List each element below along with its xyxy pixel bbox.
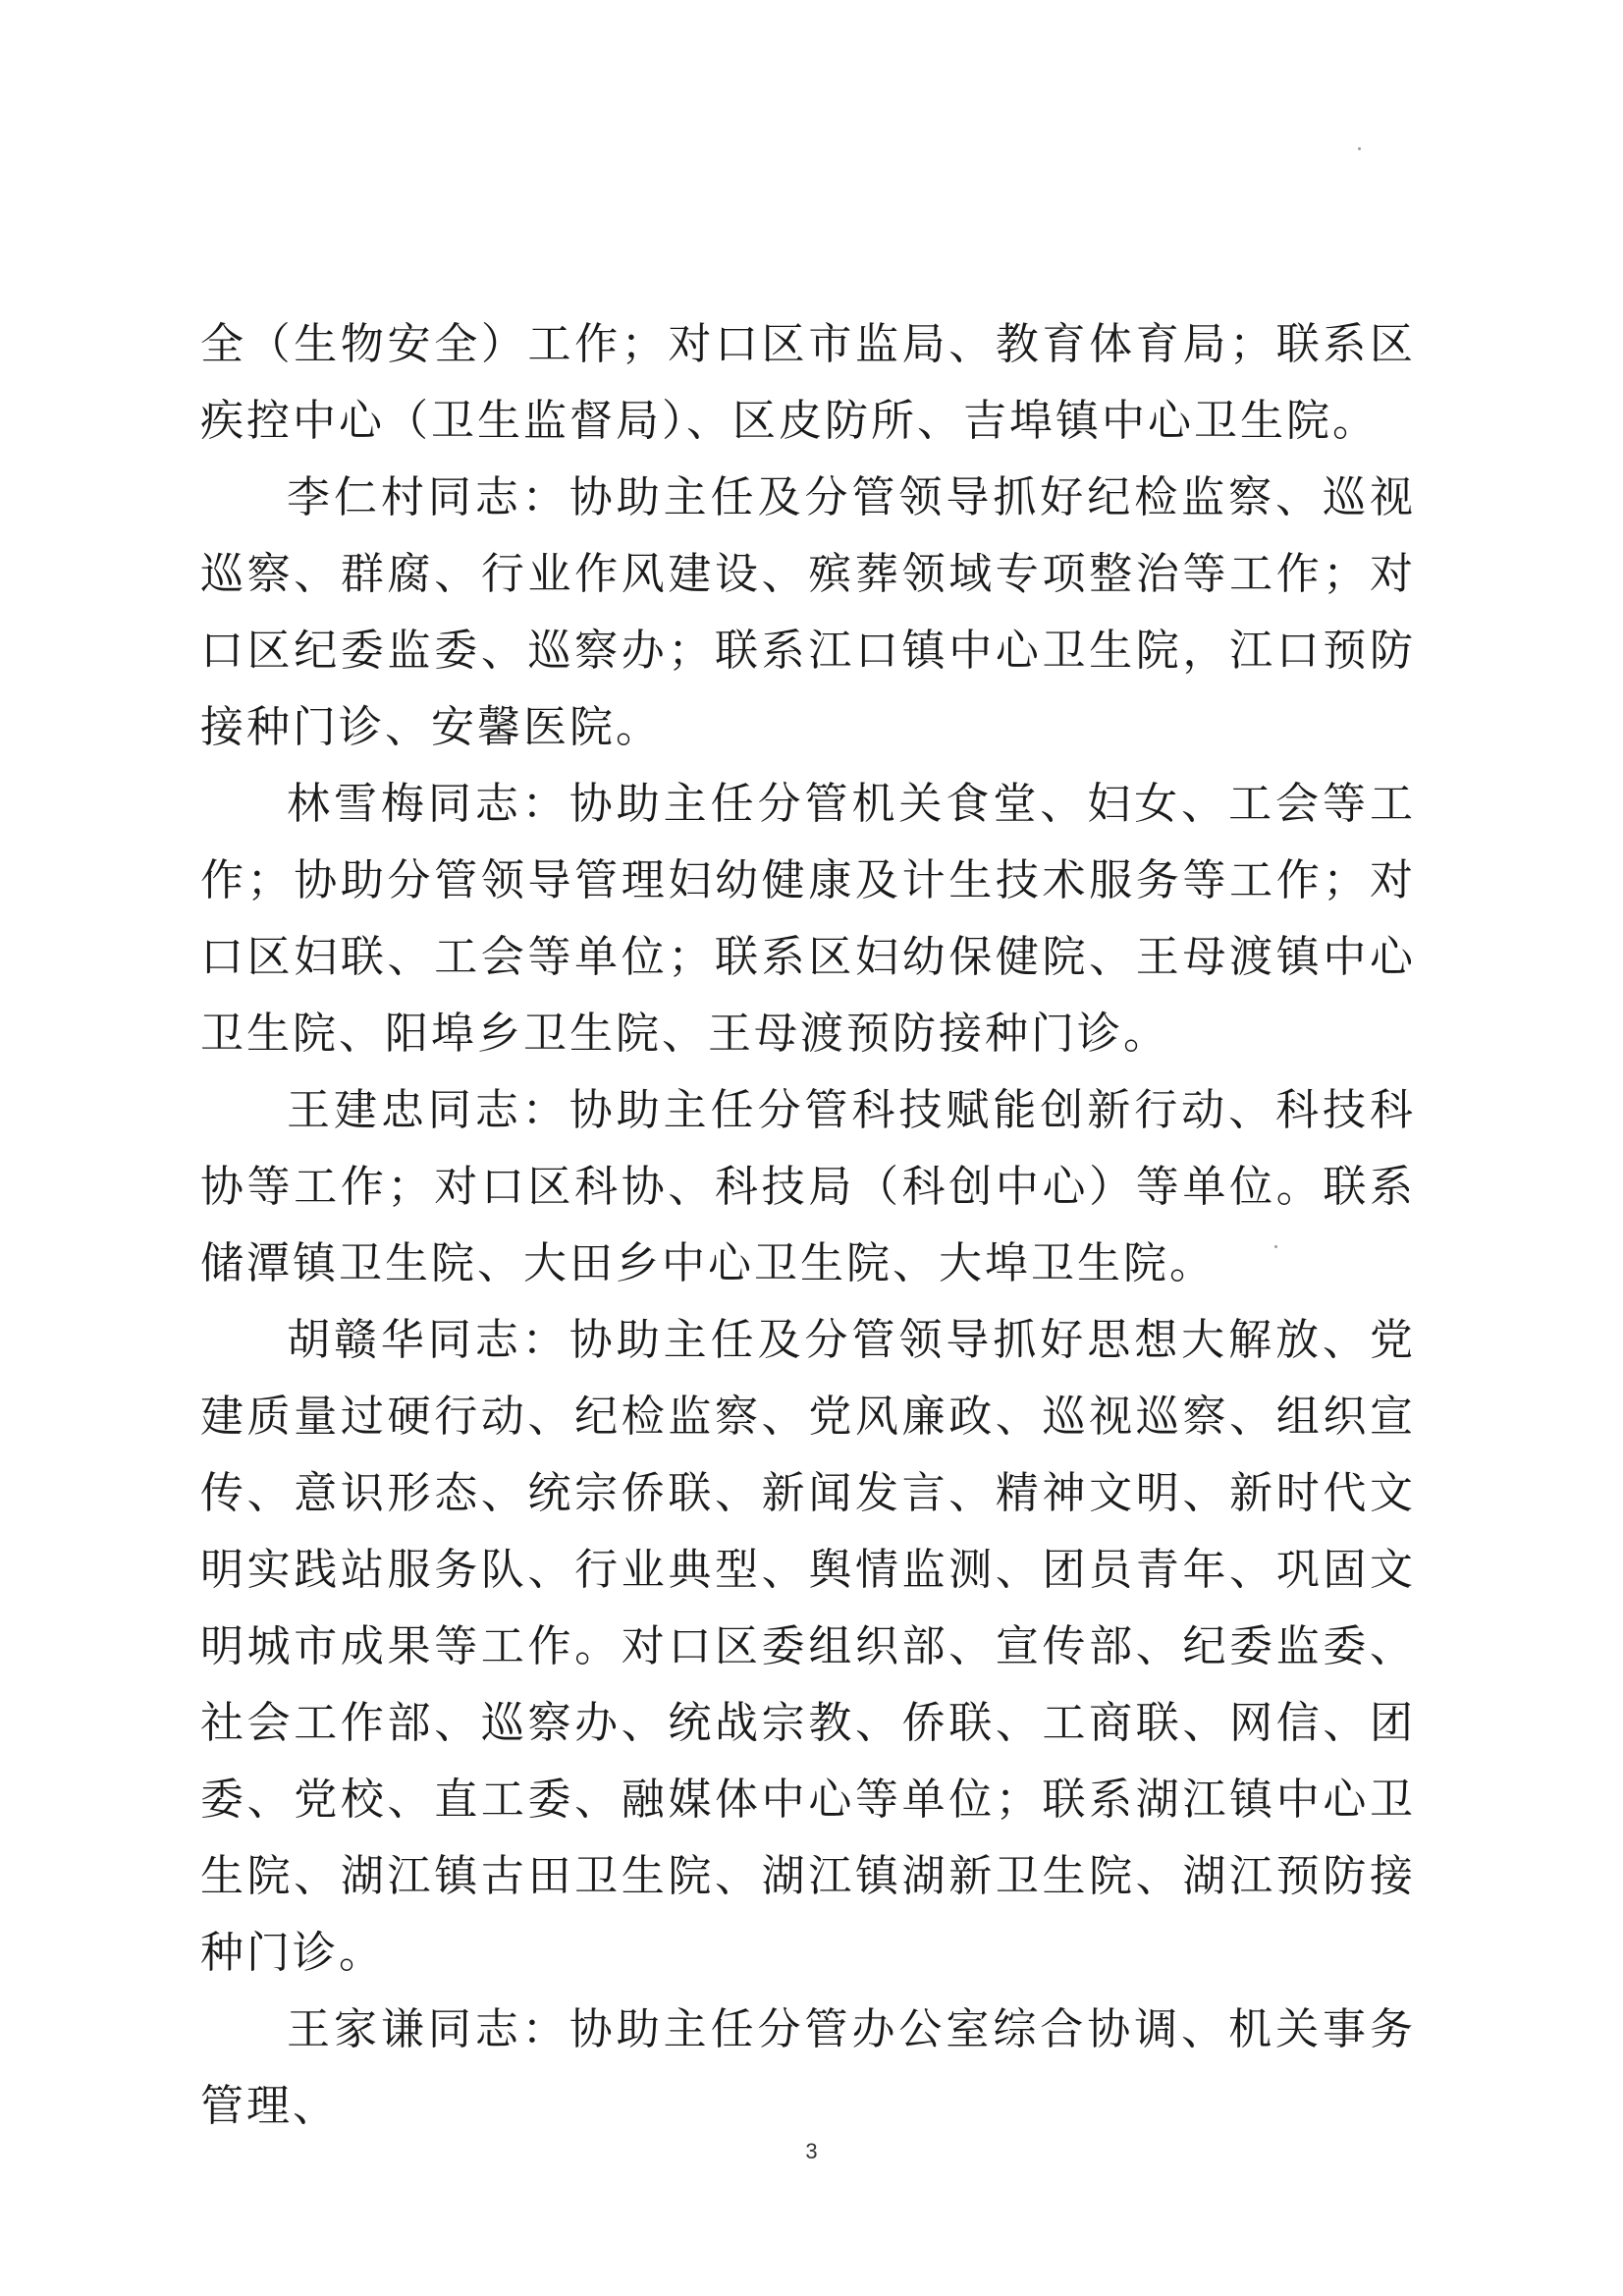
body-text [200, 306, 1416, 2145]
scan-speck [1358, 147, 1361, 150]
paragraph-lin-xuemei: 林雪梅同志：协助主任分管机关食堂、妇女、工会等工作；协助分管领导管理妇幼健康及计生技术服务等工作；对口区妇联、工会等单位；联系区妇幼保健院、王母渡镇中心卫生院、阳埠乡卫生院、王母渡预防接种门诊。 [200, 779, 1416, 1059]
paragraph-hu-ganhua: 胡赣华同志：协助主任及分管领导抓好思想大解放、党建质量过硬行动、纪检监察、党风廉政、巡视巡察、组织宣传、意识形态、统宗侨联、新闻发言、精神文明、新时代文明实践站服务队、行业典型、舆情监测、团员青年、巩固文明城市成果等工作。对口区委组织部、宣传部、纪委监委、社会工作部、巡察办、统战宗教、侨联、工商联、网信、团委、党校、直工委、融媒体中心等单位；联系湖江镇中心卫生院、湖江镇古田卫生院、湖江镇湖新卫生院、湖江预防接种门诊。 [200, 1315, 1416, 1978]
paragraph-wang-jiaqian: 王家谦同志：协助主任分管办公室综合协调、机关事务管理、 [200, 2004, 1416, 2131]
paragraph-continuation: 全（生物安全）工作；对口区市监局、教育体育局；联系区疾控中心（卫生监督局）、区皮防所、吉埠镇中心卫生院。 [200, 319, 1416, 446]
scan-speck [1274, 1245, 1277, 1248]
page-number: 3 [805, 2139, 818, 2163]
paragraph-wang-jianzhong: 王建忠同志：协助主任分管科技赋能创新行动、科技科协等工作；对口区科协、科技局（科创中心）等单位。联系储潭镇卫生院、大田乡中心卫生院、大埠卫生院。 [200, 1085, 1416, 1288]
paragraph-li-rencun: 李仁村同志：协助主任及分管领导抓好纪检监察、巡视巡察、群腐、行业作风建设、殡葬领域专项整治等工作；对口区纪委监委、巡察办；联系江口镇中心卫生院，江口预防接种门诊、安馨医院。 [200, 472, 1416, 752]
